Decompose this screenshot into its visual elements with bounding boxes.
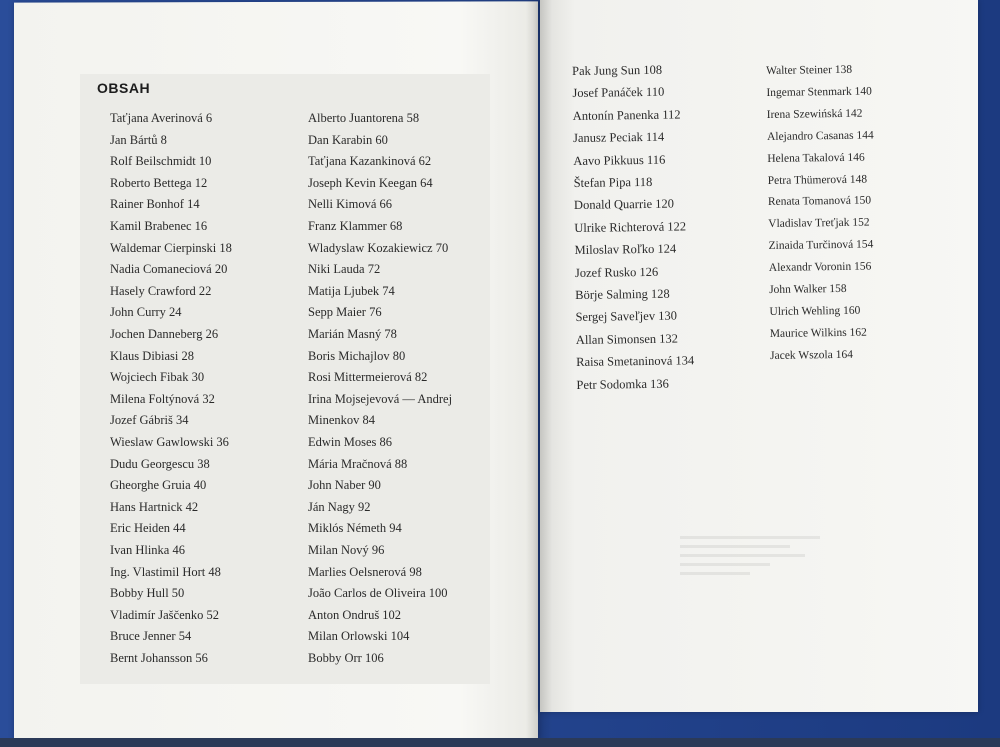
contents-entry: Josef Panáček 110 — [572, 85, 665, 101]
contents-entry: Alexandr Voronin 156 — [768, 260, 872, 275]
contents-entry: Zinaida Turčinová 154 — [768, 238, 874, 253]
contents-entry: Rosi Mittermeierová 82 — [308, 370, 428, 385]
contents-entry: Waldemar Cierpinski 18 — [110, 240, 232, 255]
contents-entry: Boris Michajlov 80 — [308, 348, 406, 363]
contents-entry: Irina Mojsejevová — Andrej — [308, 391, 453, 406]
contents-entry: John Naber 90 — [308, 478, 381, 493]
contents-entry: Wojciech Fibak 30 — [110, 370, 205, 385]
contents-entry: Wladyslaw Kozakiewicz 70 — [308, 240, 449, 255]
contents-entry: Renata Tomanová 150 — [767, 194, 872, 209]
contents-entry: Nadia Comaneciová 20 — [110, 262, 228, 277]
contents-entry: Nelli Kimová 66 — [308, 197, 393, 212]
contents-entry: Ingemar Stenmark 140 — [766, 85, 872, 99]
contents-entry: Taťjana Averinová 6 — [110, 111, 213, 125]
page-title: OBSAH — [97, 80, 151, 96]
contents-entry: Donald Quarrie 120 — [573, 196, 675, 213]
contents-entry: Janusz Peciak 114 — [572, 129, 665, 146]
contents-entry: Raisa Smetaninová 134 — [576, 353, 695, 370]
contents-entry: Alberto Juantorena 58 — [308, 111, 420, 125]
contents-entry: Milan Nový 96 — [308, 543, 385, 557]
contents-entry: Miloslav Roľko 124 — [574, 241, 677, 258]
contents-entry: Ulrike Richterová 122 — [574, 219, 687, 235]
contents-entry: Walter Steiner 138 — [766, 63, 853, 77]
contents-entry: Vladimír Jaščenko 52 — [110, 607, 220, 622]
contents-entry: Štefan Pipa 118 — [573, 174, 653, 190]
contents-entry: Ing. Vlastimil Hort 48 — [110, 564, 221, 579]
contents-entry: Dudu Georgescu 38 — [110, 456, 210, 471]
show-through-text — [680, 530, 830, 650]
contents-entry: Roberto Bettega 12 — [110, 175, 208, 190]
contents-entry: Alejandro Casanas 144 — [766, 129, 874, 143]
contents-entry: Börje Salming 128 — [575, 286, 670, 302]
contents-entry: Ján Nagy 92 — [308, 499, 371, 514]
contents-entry: Helena Takalová 146 — [767, 151, 865, 165]
contents-entry: Allan Simonsen 132 — [575, 331, 679, 347]
contents-entry: Jozef Rusko 126 — [574, 264, 659, 280]
contents-entry: Kamil Brabenec 16 — [110, 219, 208, 233]
contents-entry: Bobby Hull 50 — [110, 586, 185, 601]
contents-entry: Sergej Saveľjev 130 — [575, 308, 677, 325]
contents-entry: Hans Hartnick 42 — [110, 499, 199, 514]
contents-entry: John Walker 158 — [769, 282, 847, 296]
contents-entry: Edwin Moses 86 — [308, 435, 393, 449]
contents-entry: Bernt Johansson 56 — [110, 651, 208, 665]
contents-entry: Franz Klammer 68 — [308, 219, 403, 233]
contents-entry: Aavo Pikkuus 116 — [573, 152, 666, 168]
contents-entry: John Curry 24 — [110, 305, 182, 320]
contents-entry: Vladislav Treťjak 152 — [768, 216, 870, 231]
table-edge — [0, 738, 1000, 747]
contents-entry: Antonín Panenka 112 — [572, 107, 681, 123]
contents-entry: Milena Foltýnová 32 — [110, 391, 215, 406]
contents-entry: Dan Karabin 60 — [308, 132, 388, 147]
contents-entry: Petr Sodomka 136 — [576, 376, 669, 392]
contents-entry: Ulrich Wehling 160 — [769, 304, 861, 318]
contents-entry: Jacek Wszola 164 — [770, 348, 853, 362]
contents-entry: Rolf Beilschmidt 10 — [110, 154, 212, 169]
contents-entry: Wieslaw Gawlowski 36 — [110, 435, 229, 449]
contents-entry: Ivan Hlinka 46 — [110, 543, 185, 557]
contents-entry: Marlies Oelsnerová 98 — [308, 564, 422, 579]
book-gutter — [526, 0, 552, 740]
contents-entry: Jan Bártů 8 — [110, 132, 167, 147]
contents-entry: Taťjana Kazankinová 62 — [308, 154, 432, 169]
contents-entry: Joseph Kevin Keegan 64 — [308, 175, 433, 190]
contents-entry: Sepp Maier 76 — [308, 305, 382, 320]
contents-entry: Maurice Wilkins 162 — [769, 326, 867, 340]
contents-entry: Minenkov 84 — [308, 413, 376, 428]
contents-entry: Petra Thümerová 148 — [767, 173, 868, 187]
contents-entry: Mária Mračnová 88 — [308, 456, 408, 471]
contents-entry: Hasely Crawford 22 — [110, 283, 212, 298]
contents-entry: Milan Orlowski 104 — [308, 629, 410, 644]
contents-entry: Irena Szewińská 142 — [766, 107, 863, 121]
contents-entry: Jochen Danneberg 26 — [110, 327, 219, 341]
contents-entry: Matija Ljubek 74 — [308, 283, 395, 298]
contents-entry: Marián Masný 78 — [308, 327, 397, 341]
contents-entry: Gheorghe Gruia 40 — [110, 478, 207, 493]
contents-entry: Bruce Jenner 54 — [110, 629, 192, 644]
contents-entry: Anton Ondruš 102 — [308, 607, 402, 622]
contents-entry: Miklós Németh 94 — [308, 521, 402, 536]
contents-entry: Eric Heiden 44 — [110, 521, 186, 536]
contents-entry: Jozef Gábriš 34 — [110, 413, 189, 428]
contents-entry: Pak Jung Sun 108 — [572, 62, 663, 78]
contents-entry: Niki Lauda 72 — [308, 262, 381, 277]
contents-entry: Rainer Bonhof 14 — [110, 197, 200, 212]
contents-entry: João Carlos de Oliveira 100 — [308, 586, 448, 601]
contents-entry: Klaus Dibiasi 28 — [110, 348, 195, 363]
contents-entry: Bobby Orr 106 — [308, 651, 384, 665]
